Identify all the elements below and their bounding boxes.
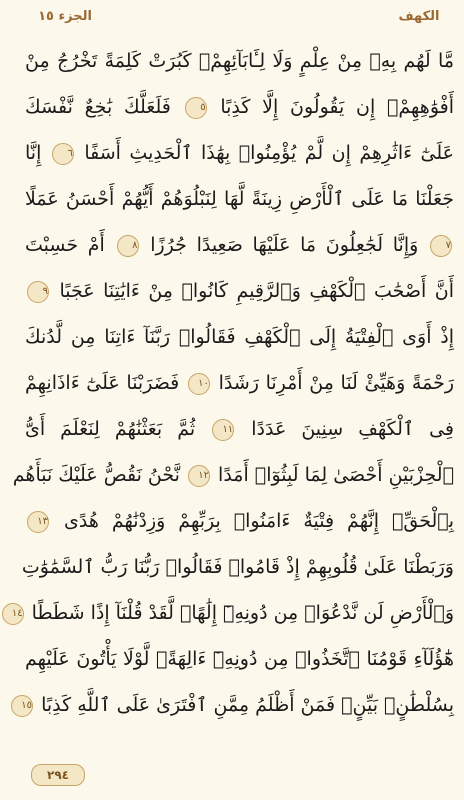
text-line	[25, 636, 454, 682]
verse-text: جَعَلْنَا مَا عَلَى ٱلْأَرْضِ زِينَةً لَّهَا لِنَبْلُوَهُمْ أَيُّهُمْ أَحْسَنُ عَمَلًا	[25, 188, 454, 210]
ayah-number-marker: ١٠	[188, 373, 210, 395]
ayah-number-marker: ١١	[212, 419, 234, 441]
text-line	[25, 84, 454, 130]
text-line	[21, 544, 454, 590]
ayah-number-marker: ٥	[185, 97, 207, 119]
verse-text: هَٰٓؤُلَآءِ قَوْمُنَا ٱتَّخَذُوا۟ مِن دُونِهِۦٓ ءَالِهَةًۖ لَّوْلَا يَأْتُونَ عَلَيْهِم	[25, 648, 454, 670]
text-line	[25, 222, 454, 268]
verse-text: وَإِنَّا لَجَٰعِلُونَ مَا عَلَيْهَا صَعِيدًا جُرُزًا	[150, 234, 419, 256]
text-line	[25, 268, 454, 314]
text-line	[12, 452, 454, 498]
ayah-number-marker: ٨	[117, 235, 139, 257]
ayah-number-marker: ١٣	[27, 511, 49, 533]
text-line	[25, 360, 454, 406]
verse-text: بِٱلْحَقِّۚ إِنَّهُمْ فِتْيَةٌ ءَامَنُوا۟ بِرَبِّهِمْ وَزِدْنَٰهُمْ هُدًى	[63, 510, 454, 532]
verse-text: وَٱلْأَرْضِ لَن نَّدْعُوَا۟ مِن دُونِهِۦٓ إِلَٰهًاۖ لَّقَدْ قُلْنَآ إِذًا شَطَطًا	[31, 602, 454, 624]
text-line	[25, 314, 454, 360]
text-line	[11, 590, 454, 636]
verse-text: مَّا لَهُم بِهِۦ مِنْ عِلْمٍ وَلَا لِـَٔابَآئِهِمْۚ كَبُرَتْ كَلِمَةً تَخْرُجُ مِنْ	[25, 50, 454, 72]
verse-text: عَلَىٰٓ ءَاثَٰرِهِمْ إِن لَّمْ يُؤْمِنُوا۟ بِهَٰذَا ٱلْحَدِيثِ أَسَفًا	[84, 142, 454, 164]
ayah-number-marker: ٦	[52, 143, 74, 165]
ayah-number-marker: ٧	[430, 235, 452, 257]
ayah-number-marker: ١٥	[11, 695, 33, 717]
verse-text: وَرَبَطْنَا عَلَىٰ قُلُوبِهِمْ إِذْ قَامُوا۟ فَقَالُوا۟ رَبُّنَا رَبُّ ٱلسَّمَٰوَٰتِ	[21, 556, 454, 578]
page-number: ٢٩٤	[31, 764, 85, 786]
verse-text: ٱلْحِزْبَيْنِ أَحْصَىٰ لِمَا لَبِثُوٓا۟ أَمَدًا	[218, 464, 454, 486]
verse-text: ثُمَّ بَعَثْنَٰهُمْ لِنَعْلَمَ أَىُّ	[25, 418, 196, 440]
verse-text: فَضَرَبْنَا عَلَىٰٓ ءَاذَانِهِمْ	[25, 372, 180, 394]
quran-page-text	[11, 38, 455, 728]
verse-text: فِى ٱلْكَهْفِ سِنِينَ عَدَدًا	[251, 418, 455, 440]
surah-name: الكهف	[398, 9, 440, 24]
text-line	[25, 406, 454, 452]
text-line	[25, 498, 454, 544]
juz-label: الجزء ١٥	[38, 9, 92, 24]
ayah-number-marker: ٩	[27, 281, 49, 303]
ayah-number-marker: ١٤	[2, 603, 24, 625]
page-header	[15, 0, 464, 30]
verse-text: أَنَّ أَصْحَٰبَ ٱلْكَهْفِ وَٱلرَّقِيمِ كَانُوا۟ مِنْ ءَايَٰتِنَا عَجَبًا	[59, 280, 454, 302]
verse-text: فَلَعَلَّكَ بَٰخِعٌ نَّفْسَكَ	[25, 96, 171, 118]
verse-text: نَّحْنُ نَقُصُّ عَلَيْكَ نَبَأَهُم	[12, 464, 180, 486]
verse-text: إِنَّا	[25, 142, 42, 164]
verse-text: أَفْوَٰهِهِمْۚ إِن يَقُولُونَ إِلَّا كَذِبًا	[220, 96, 455, 118]
text-line	[25, 176, 454, 222]
ayah-number-marker: ١٢	[188, 465, 210, 487]
verse-text: بِسُلْطَٰنٍۭ بَيِّنٍۖ فَمَنْ أَظْلَمُ مِمَّنِ ٱفْتَرَىٰ عَلَى ٱللَّهِ كَذِبًا	[41, 694, 454, 716]
text-line	[21, 682, 454, 728]
verse-text: إِذْ أَوَى ٱلْفِتْيَةُ إِلَى ٱلْكَهْفِ فَقَالُوا۟ رَبَّنَآ ءَاتِنَا مِن لَّدُنكَ	[25, 326, 454, 348]
text-line	[25, 38, 454, 84]
verse-text: رَحْمَةً وَهَيِّئْ لَنَا مِنْ أَمْرِنَا رَشَدًا	[218, 372, 454, 394]
verse-text: أَمْ حَسِبْتَ	[25, 234, 105, 256]
text-line	[25, 130, 454, 176]
